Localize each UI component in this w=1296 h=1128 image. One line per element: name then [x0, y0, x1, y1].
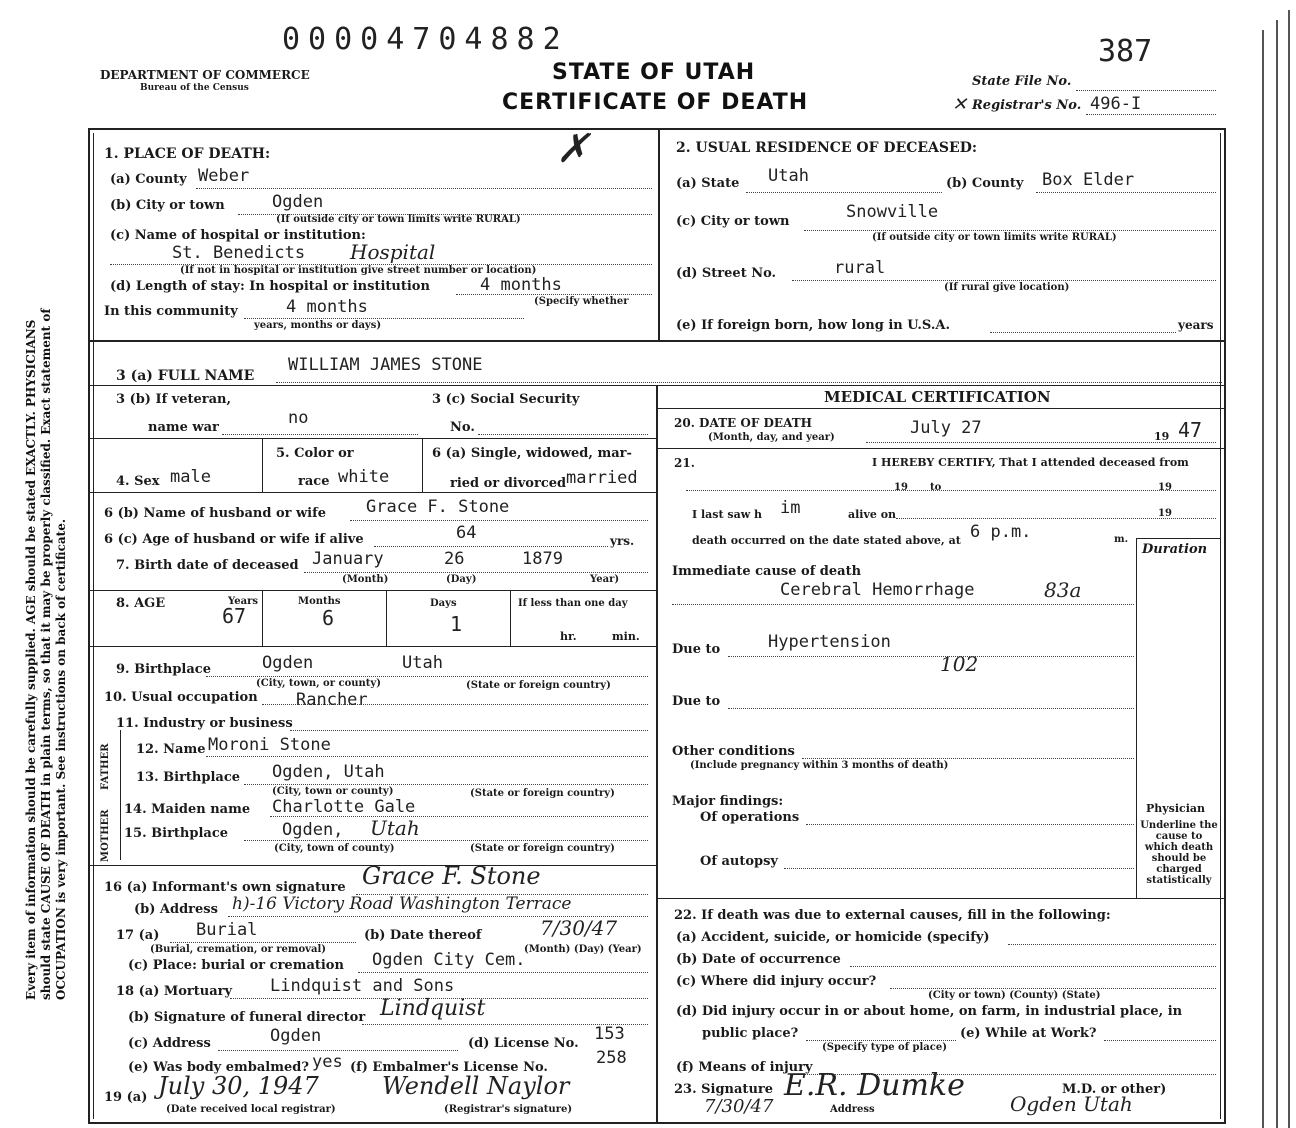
- fd-address-label: (c) Address: [128, 1036, 211, 1051]
- director-signature: Lindquist: [380, 996, 486, 1021]
- ext-d-label-2: public place?: [702, 1026, 799, 1041]
- dod-value: July 27: [910, 418, 982, 438]
- informant-address-value: h)-16 Victory Road Washington Terrace: [232, 894, 572, 914]
- pod-stay-value: 4 months: [480, 275, 562, 295]
- ext-b-line: [850, 966, 1216, 967]
- registrar-label: Registrar's No.: [972, 98, 1082, 113]
- registrar-note: (Registrar's signature): [444, 1104, 573, 1115]
- major-label: Major findings:: [672, 794, 784, 809]
- birth-label: 7. Birth date of deceased: [116, 558, 299, 573]
- other-label: Other conditions: [672, 744, 795, 759]
- stamp-number: 387: [1098, 34, 1153, 69]
- res-county-label: (b) County: [946, 176, 1024, 191]
- father-name-label: 12. Name: [136, 742, 206, 757]
- immediate-label: Immediate cause of death: [672, 564, 862, 579]
- father-name-value: Moroni Stone: [208, 735, 331, 755]
- state-title: STATE OF UTAH: [552, 60, 756, 85]
- medical-heading: MEDICAL CERTIFICATION: [824, 388, 1051, 406]
- embalmed-label: (e) Was body embalmed?: [128, 1060, 309, 1075]
- director-sig-label: (b) Signature of funeral director: [128, 1010, 366, 1025]
- embalmer-label: (f) Embalmer's License No.: [350, 1060, 548, 1075]
- ss-line: [478, 434, 648, 435]
- father-tag: FATHER: [100, 743, 111, 790]
- birth-month: January: [312, 549, 384, 569]
- month-note: (Month): [342, 574, 389, 585]
- ss-no-label: No.: [450, 420, 475, 435]
- registrar-row-label: 19 (a): [104, 1090, 148, 1105]
- bureau-label: Bureau of the Census: [140, 83, 249, 93]
- immediate-value: Cerebral Hemorrhage: [780, 580, 975, 600]
- disposition-note: (Burial, cremation, or removal): [150, 944, 326, 955]
- ext-d-line: [806, 1040, 956, 1041]
- signature-date: 7/30/47: [704, 1096, 774, 1117]
- spouse-age-label: 6 (c) Age of husband or wife if alive: [104, 532, 364, 547]
- informant-signature: Grace F. Stone: [362, 862, 541, 890]
- certify-line: [686, 490, 1216, 491]
- last-saw-value: im: [780, 498, 801, 518]
- ext-d-label-1: (d) Did injury occur in or about home, on farm, in industrial place, in: [676, 1004, 1183, 1019]
- birthplace-city-note: (City, town, or county): [256, 678, 381, 689]
- res-street-note: (If rural give location): [944, 282, 1070, 293]
- pod-hospital-value: St. Benedicts: [172, 243, 306, 263]
- father-name-line: [206, 756, 648, 757]
- res-street-line: [792, 280, 1216, 281]
- external-label: 22. If death was due to external causes, fill in the following:: [674, 908, 1111, 923]
- age-days-value: 1: [450, 612, 463, 636]
- fullname-label: 3 (a) FULL NAME: [116, 368, 255, 384]
- ext-a-label: (a) Accident, suicide, or homicide (specify): [676, 930, 990, 945]
- place-of-death-heading: 1. PLACE OF DEATH:: [104, 146, 271, 162]
- burial-place-value: Ogden City Cem.: [372, 950, 526, 970]
- certify-to: to: [930, 482, 942, 493]
- residence-heading: 2. USUAL RESIDENCE OF DECEASED:: [676, 140, 978, 156]
- mother-bp-value: Ogden,: [282, 820, 344, 840]
- hr-label: hr.: [560, 630, 577, 643]
- mother-bp-handwritten: Utah: [370, 816, 420, 840]
- fd-address-value: Ogden: [270, 1026, 322, 1046]
- certify-19a: 19: [894, 482, 908, 493]
- ext-a-line: [1008, 944, 1216, 945]
- birth-bottom: [90, 590, 656, 591]
- death-time: 6 p.m.: [970, 522, 1032, 542]
- race-label: race: [298, 474, 330, 489]
- age-months-value: 6: [322, 606, 335, 630]
- duration-top: [1136, 538, 1220, 539]
- res-city-note: (If outside city or town limits write RURAL): [872, 232, 1117, 243]
- res-city-line: [804, 230, 1216, 231]
- res-foreign-line: [990, 332, 1176, 333]
- res-state-value: Utah: [768, 166, 809, 186]
- sex-label: 4. Sex: [116, 474, 160, 489]
- outer-border-top: [88, 128, 1226, 130]
- last-saw-19: 19: [1158, 508, 1172, 519]
- ext-e-line: [1104, 1040, 1216, 1041]
- burial-date-note: (Month) (Day) (Year): [524, 944, 642, 955]
- mother-tag: MOTHER: [100, 809, 111, 862]
- dod-year: 47: [1178, 418, 1203, 442]
- time-suffix: m.: [1114, 534, 1129, 545]
- last-saw-label: I last saw h: [692, 508, 763, 521]
- ext-c-line: [890, 988, 1216, 989]
- informant-address-label: (b) Address: [134, 902, 218, 917]
- side-line-1: Every item of information should be carefully supplied. AGE should be stated EXACTLY. PHYSICIANS: [24, 319, 38, 1000]
- mother-bp-label: 15. Birthplace: [124, 826, 229, 841]
- birthplace-state-note: (State or foreign country): [466, 680, 611, 691]
- serial-number: 00004704882: [282, 22, 569, 57]
- occupation-label: 10. Usual occupation: [104, 690, 258, 705]
- res-street-value: rural: [834, 258, 886, 278]
- pod-hospital-note: (If not in hospital or institution give street number or location): [180, 265, 537, 276]
- duration-left: [1136, 538, 1137, 898]
- registrar-line: [1086, 114, 1216, 115]
- autopsy-line: [784, 868, 1134, 869]
- pod-stay-label: (d) Length of stay: In hospital or institution: [110, 279, 430, 294]
- age-years-header: Years: [228, 596, 259, 607]
- parent-bracket: [120, 730, 121, 860]
- pod-specify-note: (Specify whether: [534, 296, 629, 307]
- age-years-value: 67: [222, 604, 247, 628]
- fd-address-line: [218, 1050, 458, 1051]
- registrar-signature: Wendell Naylor: [382, 1072, 570, 1100]
- age-days-header: Days: [430, 598, 457, 609]
- mother-name-label: 14. Maiden name: [124, 802, 251, 817]
- certify-text: I HEREBY CERTIFY, That I attended deceased from: [872, 456, 1189, 469]
- disposition-line: [170, 942, 356, 943]
- pod-community-line: [244, 318, 524, 319]
- certificate-title: CERTIFICATE OF DEATH: [502, 90, 809, 115]
- outer-border-left: [88, 128, 90, 1124]
- industry-label: 11. Industry or business: [116, 716, 293, 731]
- check-mark: ✗: [556, 126, 590, 172]
- occupation-value: Rancher: [296, 690, 368, 710]
- birthplace-state: Utah: [402, 653, 443, 673]
- due-to-line: [728, 656, 1134, 657]
- father-bp-label: 13. Birthplace: [136, 770, 241, 785]
- veteran-label: 3 (b) If veteran,: [116, 392, 232, 407]
- certify-19b: 19: [1158, 482, 1172, 493]
- outer-border-right: [1224, 128, 1226, 1124]
- received-date: July 30, 1947: [158, 1072, 319, 1100]
- res-state-label: (a) State: [676, 176, 740, 191]
- side-instructions: [24, 308, 69, 1000]
- res-street-label: (d) Street No.: [676, 266, 777, 281]
- mortuary-label: 18 (a) Mortuary: [116, 984, 233, 999]
- alive-on-label: alive on: [848, 508, 897, 521]
- operations-label: Of operations: [700, 810, 800, 825]
- due-to-label: Due to: [672, 642, 721, 657]
- birthplace-city: Ogden: [262, 653, 314, 673]
- mortuary-value: Lindquist and Sons: [270, 976, 455, 996]
- embalmer-value: 258: [596, 1048, 627, 1068]
- res-city-value: Snowville: [846, 202, 939, 222]
- yrs-label: yrs.: [610, 534, 635, 548]
- outer-border-bottom: [88, 1122, 1226, 1124]
- department-label: DEPARTMENT OF COMMERCE: [100, 68, 310, 82]
- medical-split-line: [656, 386, 658, 1122]
- pod-county-value: Weber: [198, 166, 250, 186]
- spouse-age-line: [374, 546, 608, 547]
- veteran-bottom: [90, 438, 656, 439]
- res-foreign-label: (e) If foreign born, how long in U.S.A.: [676, 318, 950, 333]
- marital-label-1: 6 (a) Single, widowed, mar-: [432, 446, 632, 461]
- color-label: 5. Color or: [276, 446, 354, 461]
- pod-city-label: (b) City or town: [110, 198, 225, 213]
- res-county-line: [1036, 192, 1216, 193]
- mother-state-note: (State or foreign country): [470, 843, 615, 854]
- registrar-mark: ✕: [952, 94, 968, 115]
- top-split-line: [658, 130, 660, 340]
- age-label: 8. AGE: [116, 596, 166, 611]
- marital-value: married: [566, 468, 638, 488]
- day-note: (Day): [446, 574, 477, 585]
- sex-split1: [262, 438, 263, 492]
- physician-note: Underline the cause to which death should be charged statistically: [1140, 820, 1218, 886]
- pod-county-line: [196, 188, 652, 189]
- res-years: years: [1178, 318, 1214, 332]
- external-top: [658, 898, 1224, 899]
- disposition-label: 17 (a): [116, 928, 160, 943]
- dod-label: 20. DATE OF DEATH: [674, 416, 812, 430]
- birthplace-line: [206, 676, 648, 677]
- disposition-value: Burial: [196, 920, 258, 940]
- age-lessday-header: If less than one day: [518, 598, 628, 609]
- signature-address-label: Address: [830, 1104, 875, 1115]
- ext-c-label: (c) Where did injury occur?: [676, 974, 877, 989]
- md-label: M.D. or other): [1062, 1082, 1167, 1097]
- race-value: white: [338, 467, 390, 487]
- ext-e-label: (e) While at Work?: [960, 1026, 1097, 1041]
- fullname-line: [276, 382, 1222, 383]
- autopsy-label: Of autopsy: [700, 854, 778, 869]
- mother-bp-line: [244, 840, 648, 841]
- certify-num: 21.: [674, 456, 695, 470]
- inner-border-left: [93, 133, 94, 1119]
- pod-community-label: In this community: [104, 304, 238, 319]
- immediate-line: [672, 604, 1134, 605]
- physician-title: Physician: [1146, 802, 1206, 815]
- side-line-2: should state CAUSE OF DEATH in plain terms, so that it may be properly classified. Exact statement of: [39, 308, 53, 1000]
- father-city-note: (City, town or county): [272, 786, 394, 797]
- pod-hospital-label: (c) Name of hospital or institution:: [110, 228, 366, 243]
- father-state-note: (State or foreign country): [470, 788, 615, 799]
- informant-sig-label: 16 (a) Informant's own signature: [104, 880, 346, 895]
- min-label: min.: [612, 630, 640, 643]
- birth-day: 26: [444, 549, 465, 569]
- signature-label: 23. Signature: [674, 1082, 774, 1097]
- inner-border-right: [1220, 133, 1221, 1119]
- mother-city-note: (City, town of county): [274, 843, 395, 854]
- res-county-value: Box Elder: [1042, 170, 1135, 190]
- sex-split2: [422, 438, 423, 492]
- occurred-label: death occurred on the date stated above, at: [692, 534, 961, 547]
- other-line: [802, 758, 1134, 759]
- war-line: [222, 434, 418, 435]
- other-note: (Include pregnancy within 3 months of death): [690, 760, 949, 771]
- immediate-code: 83a: [1044, 578, 1082, 602]
- fullname-value: WILLIAM JAMES STONE: [288, 355, 483, 375]
- spouse-label: 6 (b) Name of husband or wife: [104, 506, 326, 521]
- dod-prefix: 19: [1154, 430, 1170, 443]
- duration-heading: Duration: [1142, 542, 1208, 557]
- scan-edge-3: [1288, 10, 1290, 1128]
- birthplace-label: 9. Birthplace: [116, 662, 211, 677]
- received-note: (Date received local registrar): [166, 1104, 336, 1115]
- pod-years-note: years, months or days): [254, 320, 382, 331]
- state-file-line: [1076, 90, 1216, 91]
- operations-line: [806, 824, 1134, 825]
- age-months-header: Months: [298, 596, 341, 607]
- embalmed-value: yes: [312, 1052, 343, 1072]
- ss-label: 3 (c) Social Security: [432, 392, 580, 407]
- registrar-value: 496-I: [1090, 94, 1142, 114]
- sex-bottom: [90, 492, 656, 493]
- med-heading-bottom: [658, 408, 1224, 409]
- side-line-3: OCCUPATION is very important. See instructions on back of certificate.: [54, 518, 68, 1000]
- age-split2: [386, 590, 387, 646]
- state-file-label: State File No.: [972, 74, 1072, 89]
- age-split1: [262, 590, 263, 646]
- age-split3: [510, 590, 511, 646]
- license-label: (d) License No.: [468, 1036, 579, 1051]
- burial-place-label: (c) Place: burial or cremation: [128, 958, 344, 973]
- res-state-line: [746, 192, 942, 193]
- due-to2-label: Due to: [672, 694, 721, 709]
- dod-bottom: [658, 448, 1224, 449]
- mother-name-value: Charlotte Gale: [272, 797, 416, 817]
- ext-f-label: (f) Means of injury: [676, 1060, 813, 1075]
- spouse-age-value: 64: [456, 523, 477, 543]
- industry-line: [290, 730, 648, 731]
- scan-edge-2: [1276, 20, 1278, 1128]
- section1-bottom: [90, 340, 1224, 342]
- father-bp-value: Ogden, Utah: [272, 762, 385, 782]
- signature-address-value: Ogden Utah: [1010, 1092, 1133, 1116]
- burial-place-line: [358, 972, 648, 973]
- physician-signature: E.R. Dumke: [784, 1068, 965, 1103]
- sex-value: male: [170, 467, 211, 487]
- spouse-line: [350, 520, 648, 521]
- pod-city-note: (If outside city or town limits write RURAL): [276, 214, 521, 225]
- ext-d-note: (Specify type of place): [822, 1042, 947, 1053]
- license-value: 153: [594, 1024, 625, 1044]
- burial-date-value: 7/30/47: [540, 916, 618, 940]
- ext-c-note: (City or town) (County) (State): [928, 990, 1101, 1001]
- marital-label-2: ried or divorced: [450, 476, 567, 491]
- birth-year: 1879: [522, 549, 563, 569]
- res-city-label: (c) City or town: [676, 214, 790, 229]
- burial-date-label: (b) Date thereof: [364, 928, 482, 943]
- pod-hospital-handwritten: Hospital: [350, 240, 436, 264]
- pod-community-value: 4 months: [286, 297, 368, 317]
- father-bp-line: [244, 784, 648, 785]
- spouse-value: Grace F. Stone: [366, 497, 510, 517]
- pod-county-label: (a) County: [110, 172, 187, 187]
- age-bottom: [90, 646, 656, 647]
- dod-note: (Month, day, and year): [708, 432, 835, 443]
- birth-line: [304, 572, 648, 573]
- pod-city-value: Ogden: [272, 192, 324, 212]
- scan-edge-1: [1262, 30, 1264, 1128]
- due-to-value: Hypertension: [768, 632, 891, 652]
- year-note: Year): [590, 574, 620, 585]
- war-value: no: [288, 408, 309, 428]
- due-to-code: 102: [940, 652, 979, 676]
- war-label: name war: [148, 420, 219, 435]
- ext-b-label: (b) Date of occurrence: [676, 952, 841, 967]
- due-to2-line: [728, 708, 1134, 709]
